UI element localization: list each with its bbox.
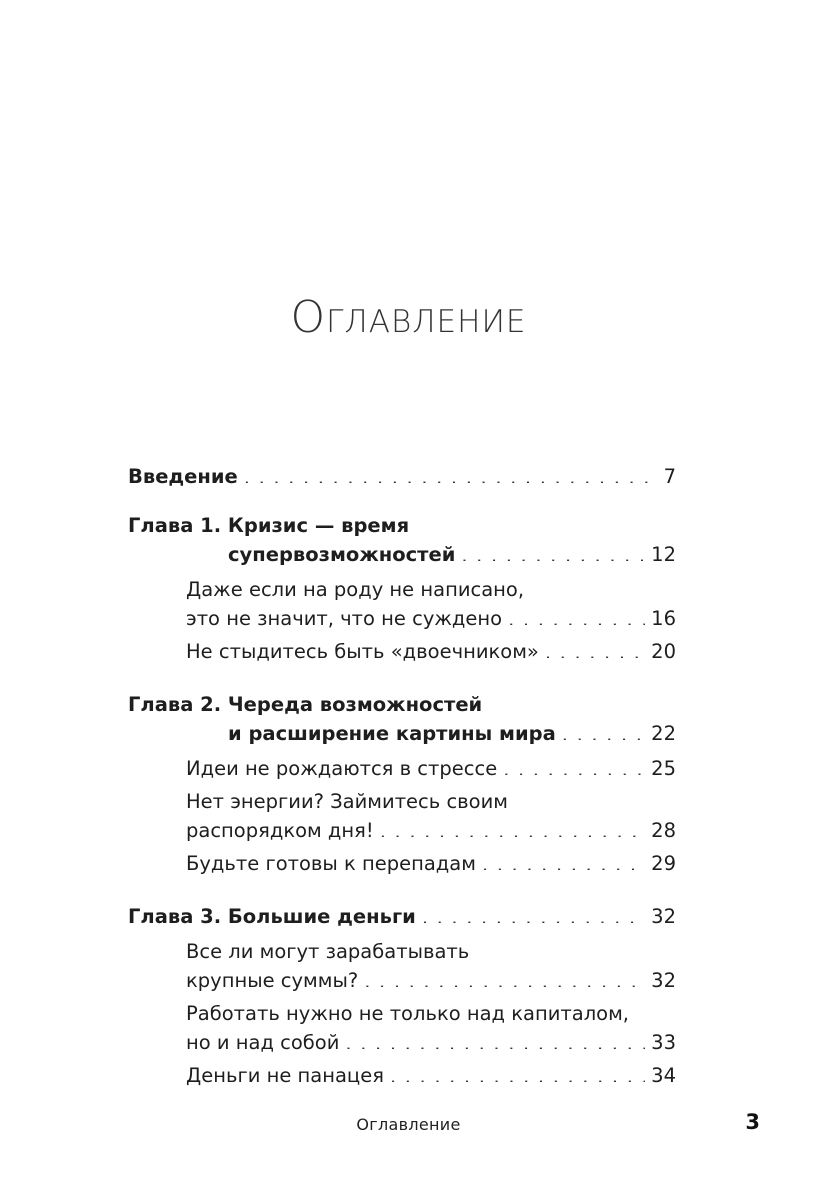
toc-entry-subsection[interactable] — [128, 1061, 676, 1090]
toc-leader-dots — [545, 648, 645, 658]
toc-entry-title-cont: это не значит, что не суждено — [186, 607, 503, 630]
toc-entry-title-cont: и расширение картины мира — [228, 722, 556, 745]
toc-entry-title-cont: распорядком дня! — [186, 819, 374, 842]
toc-leader-dots — [482, 860, 645, 870]
toc-entry-chapter-1[interactable] — [128, 511, 676, 569]
toc-entry-title: Идеи не рождаются в стрессе — [186, 757, 498, 780]
toc-entry-title: Глава 2. Череда возможностей — [128, 693, 483, 716]
toc-leader-dots — [390, 1072, 645, 1082]
toc-entry-title: Глава 3. Большие деньги — [128, 905, 416, 928]
toc-leader-dots — [422, 913, 645, 923]
toc-page-number: 28 — [651, 819, 676, 842]
toc-entry-title: Введение — [128, 465, 238, 488]
toc-entry-title: Деньги не панацея — [186, 1064, 384, 1087]
table-of-contents — [128, 462, 676, 1094]
toc-entry-title: Даже если на роду не написано, — [186, 578, 525, 601]
toc-page-number: 32 — [651, 905, 676, 928]
toc-leader-dots — [380, 827, 645, 837]
toc-entry-title-cont: но и над собой — [186, 1031, 340, 1054]
toc-entry-chapter-3[interactable] — [128, 902, 676, 931]
toc-entry-title: Все ли могут зарабатывать — [186, 940, 470, 963]
toc-entry-chapter-2[interactable] — [128, 690, 676, 748]
page-title: Оглавление — [290, 292, 527, 343]
footer-page-number: 3 — [745, 1110, 760, 1134]
toc-entry-subsection[interactable] — [128, 575, 676, 633]
toc-entry-title: Нет энергии? Займитесь своим — [186, 790, 508, 813]
toc-entry-subsection[interactable] — [128, 637, 676, 666]
toc-leader-dots — [345, 1039, 645, 1049]
toc-entry-subsection[interactable] — [128, 787, 676, 845]
toc-entry-title: Работать нужно не только над капиталом, — [186, 1002, 629, 1025]
toc-page-number: 34 — [651, 1064, 676, 1087]
toc-entry-subsection[interactable] — [128, 849, 676, 878]
section-spacer — [128, 670, 676, 690]
toc-page-number: 7 — [663, 465, 676, 488]
toc-page-number: 32 — [651, 969, 676, 992]
toc-page-number: 12 — [651, 543, 676, 566]
toc-page-number: 33 — [651, 1031, 676, 1054]
toc-leader-dots — [562, 730, 645, 740]
toc-page-number: 16 — [651, 607, 676, 630]
toc-leader-dots — [508, 615, 645, 625]
toc-leader-dots — [244, 473, 658, 483]
toc-page-number: 22 — [651, 722, 676, 745]
toc-entry-title: Глава 1. Кризис — время — [128, 514, 410, 537]
toc-leader-dots — [503, 765, 645, 775]
toc-page-number: 20 — [651, 640, 676, 663]
toc-page-number: 29 — [651, 852, 676, 875]
running-footer-title: Оглавление — [356, 1115, 461, 1134]
toc-page-number: 25 — [651, 757, 676, 780]
toc-entry-title: Будьте готовы к перепадам — [186, 852, 476, 875]
toc-entry-intro[interactable] — [128, 462, 676, 491]
toc-entry-subsection[interactable] — [128, 754, 676, 783]
toc-leader-dots — [461, 551, 645, 561]
toc-leader-dots — [364, 977, 645, 987]
toc-entry-subsection[interactable] — [128, 937, 676, 995]
toc-entry-title-cont: супервозможностей — [228, 543, 456, 566]
toc-entry-title: Не стыдитесь быть «двоечником» — [186, 640, 539, 663]
section-spacer — [128, 882, 676, 902]
toc-entry-title-cont: крупные суммы? — [186, 969, 359, 992]
toc-entry-subsection[interactable] — [128, 999, 676, 1057]
